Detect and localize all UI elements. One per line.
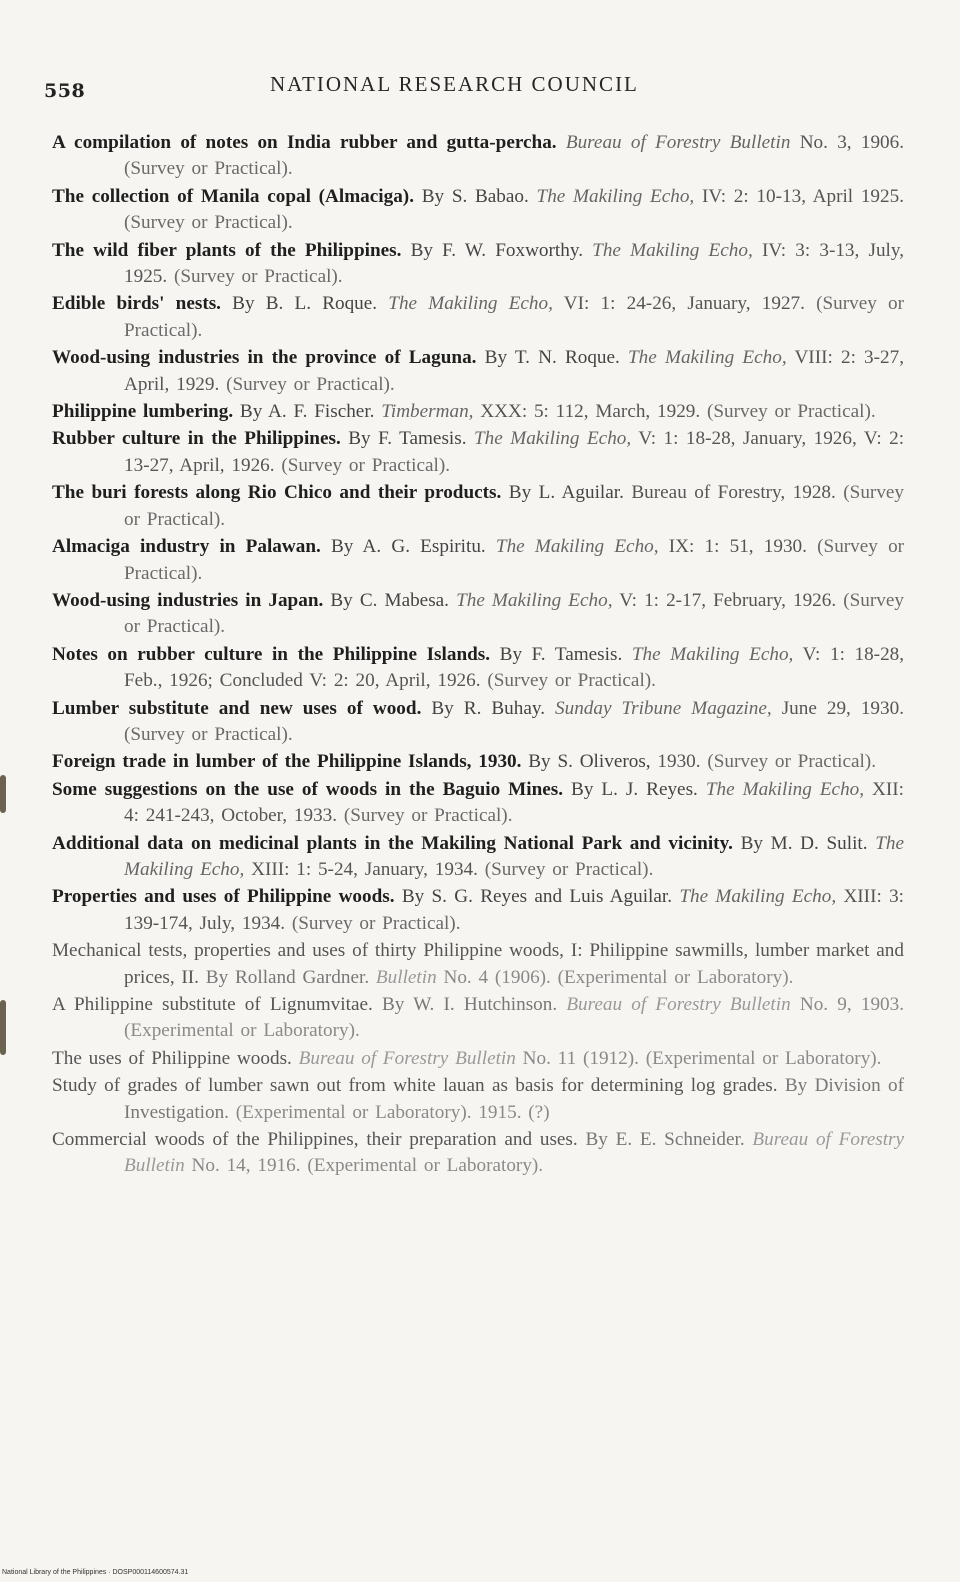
bibliography-entry (52, 1073, 904, 1126)
entry-title: The collection of Manila copal (Almaciga). (52, 185, 414, 207)
entry-details: XIII: 3: 139-174, July, 1934. (124, 886, 904, 934)
entry-source: The Makiling Echo, (495, 536, 659, 558)
entry-details: VI: 1: 24-26, January, 1927. (563, 293, 805, 315)
bibliography-entry (52, 938, 904, 991)
entry-category: (Experimental or Laboratory). (124, 1020, 360, 1042)
entry-title: Philippine lumbering. (52, 401, 234, 423)
entry-title: Almaciga industry in Palawan. (52, 536, 321, 558)
entry-details: XII: 4: 241-243, October, 1933. (124, 778, 905, 827)
entry-title: The buri forests along Rio Chico and their products. (52, 482, 502, 504)
entry-source: Bureau of Forestry Bulletin (565, 132, 791, 153)
entry-author: By A. G. Espiritu. (331, 536, 486, 558)
binding-mark (0, 775, 6, 813)
entry-details: VIII: 2: 3-27, April, 1929. (124, 347, 905, 395)
bibliography-entry (52, 1127, 904, 1180)
entry-author: By L. J. Reyes. (571, 778, 698, 800)
entry-author: By S. G. Reyes and Luis Aguilar. (401, 886, 673, 908)
entry-category: (Experimental or Laboratory). (645, 1047, 882, 1069)
bibliography-entry (52, 992, 904, 1045)
entry-category: (Survey or Practical). (707, 401, 876, 423)
entry-category: (Experimental or Laboratory). (307, 1155, 544, 1177)
entry-source: The Makiling Echo, (679, 886, 837, 908)
bibliography-entry (52, 696, 904, 749)
entry-title: Commercial woods of the Philippines, their preparation and uses. (52, 1129, 578, 1151)
bibliography-entry (52, 399, 904, 425)
bibliography-entry (52, 884, 904, 937)
entry-title: Wood-using industries in the province of Laguna. (52, 347, 477, 369)
entry-category: (Survey or Practical). (707, 751, 876, 773)
entry-title: Wood-using industries in Japan. (52, 589, 324, 611)
entry-category: (Survey or Practical). (124, 723, 293, 745)
entry-details: 1930. (657, 751, 701, 773)
entry-source: Sunday Tribune Magazine, (555, 697, 772, 719)
bibliography-entry (52, 534, 904, 587)
entry-category: (Survey or Practical). (124, 589, 904, 638)
entry-category: (Survey or Practical). (124, 212, 293, 234)
entry-source: Bureau of Forestry Bulletin (124, 1129, 905, 1177)
entry-title: The wild fiber plants of the Philippines. (52, 239, 402, 261)
bibliography-entry (52, 130, 904, 183)
bibliography-entry (52, 426, 904, 479)
entry-details: No. 14, 1916. (191, 1155, 301, 1177)
bibliography-entry (52, 480, 904, 533)
entry-author: By S. Oliveros, (528, 751, 651, 773)
entry-source: The Makiling Echo, (631, 643, 794, 665)
entry-author: By R. Buhay. (431, 697, 546, 719)
entry-source: The Makiling Echo, (388, 293, 553, 315)
entry-category: (Survey or Practical). (343, 805, 513, 827)
bibliography-list (52, 130, 904, 1181)
entry-details: XIII: 1: 5-24, January, 1934. (251, 858, 478, 880)
entry-title: Properties and uses of Philippine woods. (52, 886, 395, 908)
bibliography-entry (52, 642, 904, 695)
entry-title: Lumber substitute and new uses of wood. (52, 697, 422, 719)
bibliography-entry (52, 1046, 904, 1072)
bibliography-entry (52, 238, 904, 291)
entry-author: By T. N. Roque. (484, 347, 620, 369)
bibliography-entry (52, 588, 904, 641)
entry-title: Some suggestions on the use of woods in the Baguio Mines. (52, 778, 564, 800)
entry-author: By M. D. Sulit. (740, 832, 868, 854)
entry-author: By C. Mabesa. (330, 589, 449, 611)
bibliography-entry (52, 184, 904, 237)
entry-category: (Survey or Practical). (226, 373, 395, 395)
entry-author: By W. I. Hutchinson. (381, 994, 558, 1015)
entry-author: By A. F. Fischer. (239, 401, 375, 423)
entry-category: (Survey or Practical). (281, 454, 451, 476)
entry-title: A compilation of notes on India rubber and gutta-percha. (52, 132, 557, 153)
scan-footer: National Library of the Philippines · DOSP000114600574.31 (2, 1569, 189, 1576)
entry-author: By S. Babao. (421, 185, 529, 207)
entry-title: A Philippine substitute of Lignumvitae. (52, 994, 373, 1015)
entry-details: XXX: 5: 112, March, 1929. (480, 401, 701, 423)
entry-title: Additional data on medicinal plants in the Makiling National Park and vicinity. (52, 832, 733, 854)
entry-title: Foreign trade in lumber of the Philippine Islands, 1930. (52, 751, 522, 773)
entry-source: The Makiling Echo, (536, 185, 695, 207)
entry-details: IV: 3: 3-13, July, 1925. (124, 239, 905, 288)
entry-source: Bureau of Forestry Bulletin (298, 1047, 516, 1069)
entry-category: (Survey or Practical). (173, 266, 343, 288)
entry-category: (Survey or Practical). (124, 293, 905, 341)
entry-category: (Survey or Practical). (487, 670, 656, 692)
binding-mark (0, 1000, 6, 1055)
entry-author: By Rolland Gardner. (205, 966, 370, 988)
entry-source: The Makiling Echo, (705, 778, 865, 800)
entry-category: (Survey or Practical). (291, 912, 461, 934)
entry-title: Notes on rubber culture in the Philippine Islands. (52, 643, 491, 665)
entry-author: By L. Aguilar. (508, 482, 624, 504)
entry-author: By Division of Investigation. (124, 1075, 904, 1123)
entry-source: The Makiling Echo, (628, 347, 787, 369)
entry-title: Edible birds' nests. (52, 293, 221, 315)
entry-details: V: 1: 2-17, February, 1926. (619, 589, 837, 611)
entry-details: June 29, 1930. (781, 697, 905, 719)
entry-source: The Makiling Echo, (592, 239, 753, 261)
entry-category: (Survey or Practical). (124, 482, 905, 530)
entry-details: V: 1: 18-28, Feb., 1926; Concluded V: 2: 20, April, 1926. (124, 643, 905, 692)
entry-source: Bulletin (375, 966, 437, 988)
entry-details: No. 3, 1906. (799, 132, 905, 153)
entry-source: Timberman, (381, 401, 474, 423)
entry-title: The uses of Philippine woods. (52, 1047, 292, 1069)
running-head: NATIONAL RESEARCH COUNCIL (270, 72, 639, 96)
page-number: 558 (44, 80, 86, 102)
entry-category: (Survey or Practical). (124, 536, 905, 584)
entry-details: Bureau of Forestry, 1928. (631, 482, 836, 504)
entry-source: The Makiling Echo, (124, 832, 904, 880)
entry-source: The Makiling Echo, (473, 428, 632, 450)
bibliography-entry (52, 291, 904, 344)
entry-author: By E. E. Schneider. (585, 1129, 745, 1151)
entry-category: (Survey or Practical). (484, 858, 654, 880)
entry-author: By F. W. Foxworthy. (410, 239, 583, 261)
entry-title: Mechanical tests, properties and uses of thirty Philippine woods, I: Philippine sawmills, lumber market and prices, II. (52, 940, 904, 988)
entry-details: V: 1: 18-28, January, 1926, V: 2: 13-27, April, 1926. (124, 428, 905, 476)
entry-category: (Survey or Practical). (124, 158, 293, 180)
entry-details: No. 11 (1912). (522, 1047, 639, 1069)
entry-details: IV: 2: 10-13, April 1925. (701, 185, 905, 207)
entry-title: Study of grades of lumber sawn out from white lauan as basis for determining log grades. (52, 1075, 778, 1097)
bibliography-entry (52, 749, 904, 775)
entry-details: No. 9, 1903. (799, 994, 905, 1015)
bibliography-entry (52, 831, 904, 884)
entry-title: Rubber culture in the Philippines. (52, 428, 341, 450)
entry-category: (Experimental or Laboratory). (557, 966, 794, 988)
entry-source: The Makiling Echo, (456, 589, 613, 611)
bibliography-entry (52, 345, 904, 398)
entry-author: By B. L. Roque. (232, 293, 378, 315)
entry-details: No. 4 (1906). (443, 966, 551, 988)
bibliography-entry (52, 777, 904, 830)
entry-source: Bureau of Forestry Bulletin (566, 994, 791, 1015)
entry-author: By F. Tamesis. (348, 428, 467, 450)
entry-details: IX: 1: 51, 1930. (668, 536, 807, 558)
entry-category: (Experimental or Laboratory). 1915. (?) (235, 1101, 550, 1123)
entry-author: By F. Tamesis. (499, 643, 623, 665)
